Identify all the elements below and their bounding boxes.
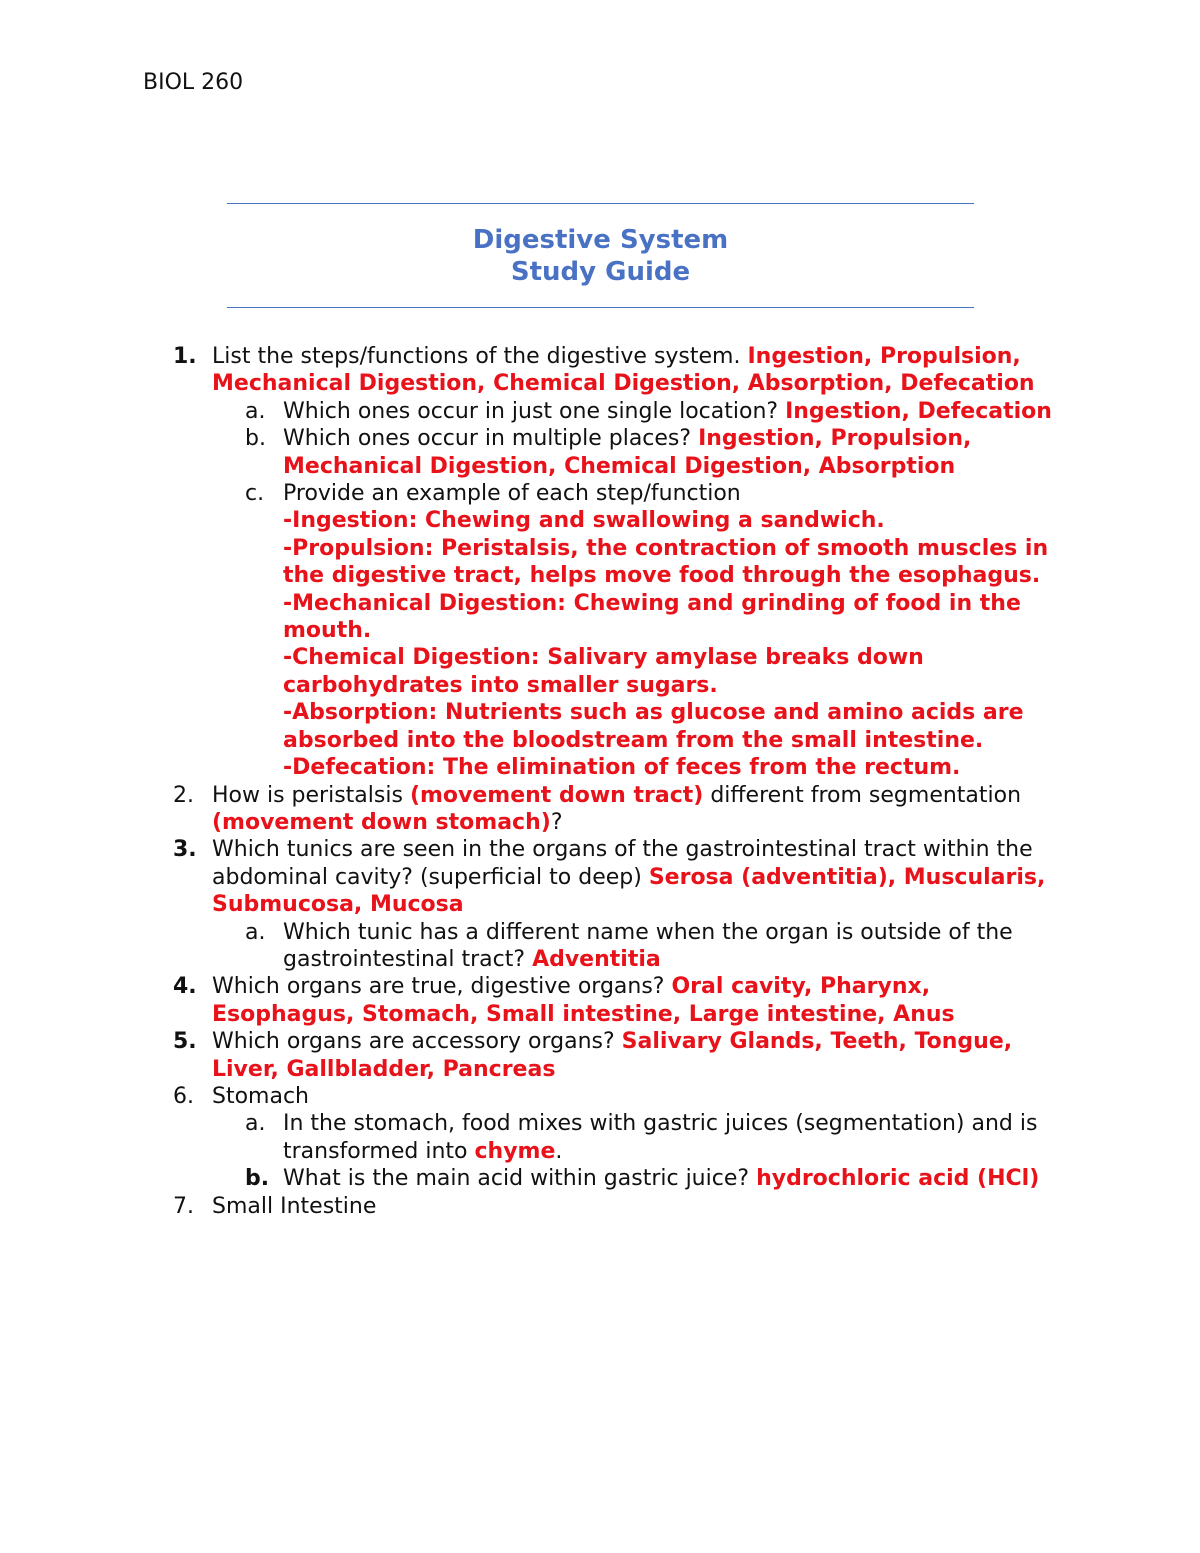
question-4-number: 4. [173, 974, 197, 1000]
question-3a-letter: a. [245, 919, 266, 945]
question-4 [0, 973, 1057, 1028]
question-6-text: Stomach [212, 1083, 310, 1109]
question-6a-period: . [555, 1138, 563, 1164]
question-7-text: Small Intestine [212, 1193, 377, 1219]
question-1 [0, 343, 1057, 398]
question-1b [0, 425, 1058, 480]
question-6-number: 6. [173, 1083, 194, 1109]
example-chemical-digestion: -Chemical Digestion: Salivary amylase breaks down carbohydrates into smaller sugars. [283, 645, 924, 698]
question-6 [0, 1083, 1057, 1110]
question-2-text-1: How is peristalsis [212, 782, 403, 808]
question-1b-answer: Ingestion, Propulsion, Mechanical Digestion, Chemical Digestion, Absorption [283, 426, 972, 479]
document-title [227, 224, 974, 288]
example-ingestion: -Ingestion: Chewing and swallowing a sandwich. [283, 508, 885, 534]
question-2-number: 2. [173, 782, 194, 808]
question-3a [0, 919, 1058, 974]
question-2-text-2: different from segmentation [710, 782, 1022, 808]
question-4-answer: Oral cavity, Pharynx, Esophagus, Stomach, Small intestine, Large intestine, Anus [212, 974, 955, 1027]
question-1-answer: Ingestion, Propulsion, Mechanical Digestion, Chemical Digestion, Absorption, Defecation [212, 344, 1035, 397]
question-6a-text: In the stomach, food mixes with gastric juices (segmentation) and is transformed into [283, 1111, 1038, 1164]
example-defecation: -Defecation: The elimination of feces from the rectum. [283, 755, 961, 781]
question-6b-text: What is the main acid within gastric juice? [283, 1166, 750, 1192]
question-5-text: Which organs are accessory organs? [212, 1029, 615, 1055]
title-line-2: Study Guide [510, 257, 691, 287]
question-6a-letter: a. [245, 1111, 266, 1137]
example-propulsion: -Propulsion: Peristalsis, the contraction of smooth muscles in the digestive tract, helps move food through the esophagus. [283, 535, 1049, 589]
question-5 [0, 1028, 1057, 1083]
question-2-answer-2: (movement down stomach) [212, 809, 551, 835]
question-4-text: Which organs are true, digestive organs? [212, 974, 665, 1000]
title-top-rule [227, 203, 974, 204]
title-line-1: Digestive System [472, 225, 729, 255]
question-1c-text: Provide an example of each step/function [283, 481, 741, 507]
question-7 [0, 1193, 1057, 1220]
question-6a-answer: chyme [474, 1138, 556, 1164]
question-1b-text: Which ones occur in multiple places? [283, 426, 692, 452]
question-3-number: 3. [173, 837, 197, 863]
question-1a-letter: a. [245, 398, 266, 424]
question-3 [0, 836, 1057, 918]
question-1-number: 1. [173, 344, 197, 369]
question-3a-text: Which tunic has a different name when the organ is outside of the gastrointestinal tract? [283, 919, 1013, 972]
question-5-number: 5. [173, 1029, 197, 1055]
question-2-answer-1: (movement down tract) [409, 782, 704, 808]
question-1a-text: Which ones occur in just one single location? [283, 398, 779, 424]
example-mechanical-digestion: -Mechanical Digestion: Chewing and grinding of food in the mouth. [283, 590, 1021, 644]
question-7-number: 7. [173, 1193, 194, 1219]
question-list [0, 343, 1200, 1220]
question-1a [0, 398, 1058, 425]
question-1c [0, 480, 1058, 781]
question-1a-answer: Ingestion, Defecation [785, 398, 1052, 424]
question-1b-letter: b. [245, 426, 266, 452]
question-6b [0, 1165, 1058, 1192]
question-3-answer: Serosa (adventitia), Muscularis, Submucosa, Mucosa [212, 864, 1046, 918]
question-1c-letter: c. [245, 481, 265, 507]
question-2-text-3: ? [550, 809, 563, 835]
question-6b-letter: b. [245, 1166, 270, 1192]
question-3-text: Which tunics are seen in the organs of the gastrointestinal tract within the abdominal cavity? (superficial to deep) [212, 837, 1033, 890]
title-bottom-rule [227, 307, 974, 308]
question-6a [0, 1110, 1058, 1165]
question-6b-answer: hydrochloric acid (HCl) [756, 1166, 1040, 1192]
question-1-text: List the steps/functions of the digestive system. [212, 344, 741, 369]
question-2 [0, 782, 1057, 837]
example-absorption: -Absorption: Nutrients such as glucose and amino acids are absorbed into the bloodstream from the small intestine. [283, 700, 1024, 753]
question-3a-answer: Adventitia [532, 946, 661, 972]
question-5-answer: Salivary Glands, Teeth, Tongue, Liver, Gallbladder, Pancreas [212, 1029, 1013, 1082]
course-header: BIOL 260 [143, 70, 244, 95]
